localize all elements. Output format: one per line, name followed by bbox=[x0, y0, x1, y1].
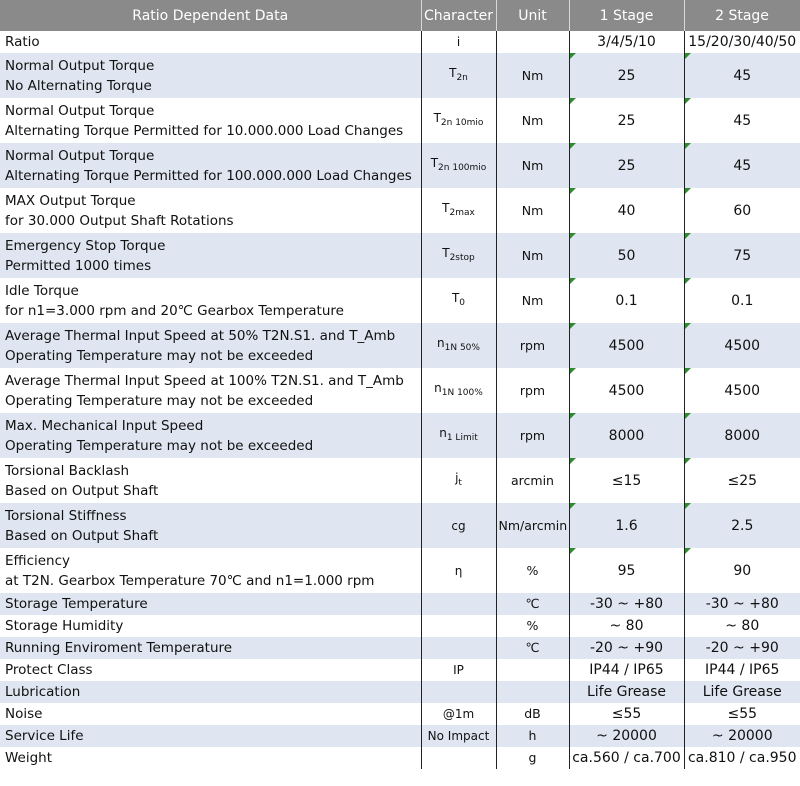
stage-2-value: 8000 bbox=[724, 427, 761, 444]
unit-cell: Nm bbox=[496, 98, 569, 143]
cell-marker-icon bbox=[570, 503, 576, 509]
character-subscript: t bbox=[458, 478, 462, 488]
parameter-name: Noise bbox=[5, 706, 43, 722]
stage-2-value-cell bbox=[684, 659, 800, 681]
parameter-name: Running Enviroment Temperature bbox=[5, 640, 233, 656]
stage-1-value: ca.560 / ca.700 bbox=[572, 750, 681, 766]
stage-2-value-cell bbox=[684, 31, 800, 53]
stage-1-value-cell bbox=[569, 659, 684, 681]
parameter-cell bbox=[0, 659, 421, 681]
parameter-cell bbox=[0, 637, 421, 659]
parameter-name: Idle Torque bbox=[5, 282, 79, 299]
parameter-cell bbox=[0, 681, 421, 703]
unit-cell: % bbox=[496, 548, 569, 593]
unit-cell: rpm bbox=[496, 323, 569, 368]
cell-marker-icon bbox=[685, 278, 691, 284]
unit-cell: % bbox=[496, 615, 569, 637]
cell-marker-icon bbox=[685, 143, 691, 149]
stage-2-value-cell bbox=[684, 413, 800, 458]
stage-2-value: ≤55 bbox=[727, 706, 758, 722]
unit-cell: Nm bbox=[496, 188, 569, 233]
parameter-name: MAX Output Torque bbox=[5, 192, 136, 209]
parameter-cell bbox=[0, 53, 421, 98]
parameter-condition: Based on Output Shaft bbox=[5, 527, 159, 544]
character-symbol: T bbox=[449, 66, 457, 80]
character-cell bbox=[421, 53, 496, 98]
parameter-condition: for 30.000 Output Shaft Rotations bbox=[5, 212, 234, 229]
stage-1-value: 40 bbox=[617, 202, 636, 219]
stage-1-value: -30 ~ +80 bbox=[589, 596, 664, 612]
stage-1-value-cell bbox=[569, 368, 684, 413]
stage-2-value-cell bbox=[684, 458, 800, 503]
cell-marker-icon bbox=[685, 458, 691, 464]
stage-1-value: 95 bbox=[617, 562, 636, 579]
table-row bbox=[0, 188, 800, 233]
stage-1-value: ≤55 bbox=[611, 706, 642, 722]
character-cell bbox=[421, 659, 496, 681]
cell-marker-icon bbox=[570, 188, 576, 194]
character-cell bbox=[421, 681, 496, 703]
parameter-cell bbox=[0, 233, 421, 278]
parameter-name: Ratio bbox=[5, 34, 40, 50]
stage-2-value: 15/20/30/40/50 bbox=[688, 34, 797, 50]
stage-2-value: 0.1 bbox=[731, 292, 754, 309]
table-row bbox=[0, 637, 800, 659]
unit-cell: rpm bbox=[496, 413, 569, 458]
stage-1-value: 1.6 bbox=[615, 517, 638, 534]
cell-marker-icon bbox=[570, 233, 576, 239]
character-symbol: T bbox=[430, 156, 439, 170]
stage-2-value: 45 bbox=[733, 67, 752, 84]
stage-2-value-cell bbox=[684, 703, 800, 725]
stage-1-value: IP44 / IP65 bbox=[589, 662, 664, 678]
stage-2-value: ≤25 bbox=[727, 472, 758, 489]
header-ratio-dependent-data: Ratio Dependent Data bbox=[0, 0, 421, 31]
stage-2-value: 2.5 bbox=[731, 517, 754, 534]
stage-2-value-cell bbox=[684, 503, 800, 548]
stage-2-value: IP44 / IP65 bbox=[705, 662, 780, 678]
unit-cell: Nm bbox=[496, 233, 569, 278]
stage-2-value-cell bbox=[684, 233, 800, 278]
character-cell bbox=[421, 458, 496, 503]
parameter-condition: at T2N. Gearbox Temperature 70℃ and n1=1.000 rpm bbox=[5, 572, 375, 589]
table-row bbox=[0, 98, 800, 143]
stage-2-value-cell bbox=[684, 98, 800, 143]
stage-2-value: ~ 80 bbox=[725, 618, 760, 634]
parameter-name: Weight bbox=[5, 750, 53, 766]
parameter-name: Efficiency bbox=[5, 552, 71, 569]
character-symbol: i bbox=[456, 35, 461, 49]
parameter-cell bbox=[0, 188, 421, 233]
character-subscript: 2max bbox=[449, 208, 475, 218]
stage-1-value-cell bbox=[569, 747, 684, 769]
character-cell bbox=[421, 278, 496, 323]
stage-2-value-cell bbox=[684, 368, 800, 413]
stage-1-value-cell bbox=[569, 53, 684, 98]
stage-2-value: 4500 bbox=[724, 337, 761, 354]
stage-1-value: 25 bbox=[617, 67, 636, 84]
table-row bbox=[0, 31, 800, 53]
character-symbol: No Impact bbox=[427, 729, 490, 743]
parameter-name: Storage Humidity bbox=[5, 618, 124, 634]
cell-marker-icon bbox=[570, 413, 576, 419]
stage-1-value-cell bbox=[569, 31, 684, 53]
character-subscript: 1N 50% bbox=[444, 343, 480, 353]
table-row bbox=[0, 503, 800, 548]
parameter-condition: for n1=3.000 rpm and 20℃ Gearbox Temperature bbox=[5, 302, 344, 319]
stage-2-value: 75 bbox=[733, 247, 752, 264]
character-cell bbox=[421, 703, 496, 725]
stage-2-value-cell bbox=[684, 278, 800, 323]
stage-1-value: ≤15 bbox=[611, 472, 642, 489]
character-subscript: 2n 10mio bbox=[440, 118, 484, 128]
character-cell bbox=[421, 188, 496, 233]
parameter-name: Service Life bbox=[5, 728, 84, 744]
character-cell bbox=[421, 725, 496, 747]
parameter-condition: Operating Temperature may not be exceeded bbox=[5, 347, 314, 364]
stage-2-value-cell bbox=[684, 323, 800, 368]
stage-1-value: 0.1 bbox=[615, 292, 638, 309]
character-cell bbox=[421, 413, 496, 458]
character-symbol: T bbox=[451, 291, 460, 305]
stage-1-value-cell bbox=[569, 615, 684, 637]
parameter-name: Average Thermal Input Speed at 100% T2N.S1. and T_Amb bbox=[5, 372, 404, 389]
stage-2-value: ca.810 / ca.950 bbox=[687, 750, 797, 766]
parameter-name: Storage Temperature bbox=[5, 596, 148, 612]
stage-2-value-cell bbox=[684, 143, 800, 188]
unit-cell: Nm bbox=[496, 143, 569, 188]
unit-cell: dB bbox=[496, 703, 569, 725]
parameter-cell bbox=[0, 703, 421, 725]
parameter-cell bbox=[0, 413, 421, 458]
parameter-cell bbox=[0, 323, 421, 368]
unit-cell: Nm/arcmin bbox=[496, 503, 569, 548]
stage-1-value-cell bbox=[569, 681, 684, 703]
unit-cell: arcmin bbox=[496, 458, 569, 503]
unit-cell: h bbox=[496, 725, 569, 747]
unit-cell: Nm bbox=[496, 278, 569, 323]
character-symbol: cg bbox=[451, 518, 466, 533]
character-cell bbox=[421, 233, 496, 278]
cell-marker-icon bbox=[570, 368, 576, 374]
parameter-cell bbox=[0, 548, 421, 593]
cell-marker-icon bbox=[570, 98, 576, 104]
table-row bbox=[0, 681, 800, 703]
unit-cell bbox=[496, 659, 569, 681]
table-row bbox=[0, 323, 800, 368]
stage-1-value-cell bbox=[569, 637, 684, 659]
unit-cell: g bbox=[496, 747, 569, 769]
parameter-name: Average Thermal Input Speed at 50% T2N.S1. and T_Amb bbox=[5, 327, 396, 344]
cell-marker-icon bbox=[685, 323, 691, 329]
stage-1-value-cell bbox=[569, 593, 684, 615]
stage-1-value: 25 bbox=[617, 112, 636, 129]
table-row bbox=[0, 278, 800, 323]
unit-cell bbox=[496, 31, 569, 53]
table-row bbox=[0, 53, 800, 98]
stage-1-value: 8000 bbox=[608, 427, 645, 444]
table-row bbox=[0, 143, 800, 188]
stage-1-value: Life Grease bbox=[586, 684, 667, 700]
stage-2-value-cell bbox=[684, 548, 800, 593]
table-row bbox=[0, 548, 800, 593]
cell-marker-icon bbox=[685, 413, 691, 419]
stage-1-value: ~ 20000 bbox=[596, 728, 657, 744]
cell-marker-icon bbox=[685, 98, 691, 104]
header-1-stage: 1 Stage bbox=[569, 0, 684, 31]
stage-1-value: 25 bbox=[617, 157, 636, 174]
parameter-name: Normal Output Torque bbox=[5, 102, 155, 119]
unit-cell: Nm bbox=[496, 53, 569, 98]
parameter-cell bbox=[0, 593, 421, 615]
table-row bbox=[0, 615, 800, 637]
stage-1-value-cell bbox=[569, 548, 684, 593]
cell-marker-icon bbox=[570, 53, 576, 59]
stage-1-value-cell bbox=[569, 323, 684, 368]
parameter-name: Emergency Stop Torque bbox=[5, 237, 166, 254]
table-row bbox=[0, 458, 800, 503]
parameter-cell bbox=[0, 31, 421, 53]
stage-2-value: Life Grease bbox=[702, 684, 782, 700]
stage-1-value: -20 ~ +90 bbox=[589, 640, 664, 656]
character-symbol: n bbox=[439, 426, 447, 440]
unit-cell: ℃ bbox=[496, 637, 569, 659]
cell-marker-icon bbox=[685, 503, 691, 509]
cell-marker-icon bbox=[685, 548, 691, 554]
stage-1-value-cell bbox=[569, 98, 684, 143]
header-unit: Unit bbox=[496, 0, 569, 31]
stage-1-value-cell bbox=[569, 503, 684, 548]
table-row bbox=[0, 593, 800, 615]
stage-2-value: -30 ~ +80 bbox=[705, 596, 779, 612]
table-row bbox=[0, 233, 800, 278]
table-row bbox=[0, 368, 800, 413]
table-row bbox=[0, 703, 800, 725]
table-row bbox=[0, 747, 800, 769]
character-symbol: j bbox=[455, 471, 459, 485]
stage-1-value-cell bbox=[569, 278, 684, 323]
cell-marker-icon bbox=[685, 368, 691, 374]
stage-2-value: 45 bbox=[733, 157, 752, 174]
character-symbol: n bbox=[434, 381, 442, 395]
character-cell bbox=[421, 637, 496, 659]
parameter-condition: Alternating Torque Permitted for 10.000.000 Load Changes bbox=[5, 122, 404, 139]
table-row bbox=[0, 725, 800, 747]
stage-2-value: 90 bbox=[733, 562, 752, 579]
stage-2-value: 4500 bbox=[724, 382, 761, 399]
parameter-name: Torsional Backlash bbox=[5, 462, 130, 479]
parameter-name: Protect Class bbox=[5, 662, 93, 678]
cell-marker-icon bbox=[570, 143, 576, 149]
character-subscript: 1N 100% bbox=[441, 388, 483, 398]
parameter-condition: Based on Output Shaft bbox=[5, 482, 159, 499]
stage-1-value-cell bbox=[569, 413, 684, 458]
stage-2-value-cell bbox=[684, 593, 800, 615]
stage-2-value-cell bbox=[684, 747, 800, 769]
stage-2-value: 45 bbox=[733, 112, 752, 129]
stage-2-value-cell bbox=[684, 681, 800, 703]
parameter-condition: Operating Temperature may not be exceeded bbox=[5, 392, 314, 409]
stage-1-value-cell bbox=[569, 233, 684, 278]
parameter-condition: Operating Temperature may not be exceeded bbox=[5, 437, 314, 454]
header-2-stage: 2 Stage bbox=[684, 0, 800, 31]
cell-marker-icon bbox=[570, 323, 576, 329]
character-cell bbox=[421, 368, 496, 413]
character-subscript: 2stop bbox=[449, 253, 475, 263]
character-cell bbox=[421, 615, 496, 637]
stage-1-value: 50 bbox=[617, 247, 636, 264]
parameter-cell bbox=[0, 143, 421, 188]
header-row bbox=[0, 0, 800, 31]
cell-marker-icon bbox=[570, 278, 576, 284]
character-symbol: T bbox=[442, 246, 450, 260]
stage-2-value-cell bbox=[684, 615, 800, 637]
header-character: Character bbox=[421, 0, 496, 31]
character-cell bbox=[421, 548, 496, 593]
character-cell bbox=[421, 593, 496, 615]
parameter-cell bbox=[0, 725, 421, 747]
stage-1-value: 4500 bbox=[608, 337, 645, 354]
parameter-name: Max. Mechanical Input Speed bbox=[5, 417, 204, 434]
unit-cell bbox=[496, 681, 569, 703]
cell-marker-icon bbox=[685, 188, 691, 194]
parameter-cell bbox=[0, 98, 421, 143]
parameter-name: Torsional Stiffness bbox=[5, 507, 127, 524]
cell-marker-icon bbox=[685, 233, 691, 239]
parameter-cell bbox=[0, 503, 421, 548]
cell-marker-icon bbox=[685, 53, 691, 59]
character-symbol: T bbox=[433, 111, 441, 125]
cell-marker-icon bbox=[570, 458, 576, 464]
character-cell bbox=[421, 31, 496, 53]
character-symbol: T bbox=[442, 201, 450, 215]
character-symbol: IP bbox=[453, 663, 464, 677]
parameter-name: Normal Output Torque bbox=[5, 57, 155, 74]
character-cell bbox=[421, 503, 496, 548]
character-symbol: @1m bbox=[442, 707, 475, 721]
character-cell bbox=[421, 98, 496, 143]
stage-2-value: 60 bbox=[733, 202, 752, 219]
parameter-name: Normal Output Torque bbox=[5, 147, 155, 164]
character-subscript: 1 Limit bbox=[446, 433, 478, 443]
stage-2-value-cell bbox=[684, 637, 800, 659]
parameter-cell bbox=[0, 747, 421, 769]
character-symbol: η bbox=[454, 563, 463, 578]
character-subscript: 2n bbox=[456, 73, 468, 83]
stage-1-value-cell bbox=[569, 458, 684, 503]
parameter-cell bbox=[0, 368, 421, 413]
stage-1-value-cell bbox=[569, 188, 684, 233]
table-body bbox=[0, 31, 800, 769]
stage-2-value-cell bbox=[684, 53, 800, 98]
unit-cell: ℃ bbox=[496, 593, 569, 615]
character-cell bbox=[421, 323, 496, 368]
stage-2-value: -20 ~ +90 bbox=[705, 640, 779, 656]
stage-1-value-cell bbox=[569, 703, 684, 725]
parameter-cell bbox=[0, 458, 421, 503]
stage-2-value: ~ 20000 bbox=[711, 728, 773, 744]
stage-2-value-cell bbox=[684, 725, 800, 747]
parameter-cell bbox=[0, 278, 421, 323]
stage-1-value-cell bbox=[569, 143, 684, 188]
stage-1-value-cell bbox=[569, 725, 684, 747]
table-row bbox=[0, 659, 800, 681]
parameter-condition: Permitted 1000 times bbox=[5, 257, 152, 274]
stage-1-value: ~ 80 bbox=[609, 618, 644, 634]
character-cell bbox=[421, 747, 496, 769]
parameter-condition: Alternating Torque Permitted for 100.000.000 Load Changes bbox=[5, 167, 412, 184]
character-subscript: 0 bbox=[459, 298, 466, 308]
stage-1-value: 3/4/5/10 bbox=[597, 34, 656, 50]
cell-marker-icon bbox=[570, 548, 576, 554]
stage-2-value-cell bbox=[684, 188, 800, 233]
character-symbol: n bbox=[437, 336, 445, 350]
parameter-cell bbox=[0, 615, 421, 637]
unit-cell: rpm bbox=[496, 368, 569, 413]
table-row bbox=[0, 413, 800, 458]
character-cell bbox=[421, 143, 496, 188]
character-subscript: 2n 100mio bbox=[438, 163, 487, 173]
stage-1-value: 4500 bbox=[608, 382, 645, 399]
parameter-name: Lubrication bbox=[5, 684, 81, 700]
parameter-condition: No Alternating Torque bbox=[5, 77, 152, 94]
